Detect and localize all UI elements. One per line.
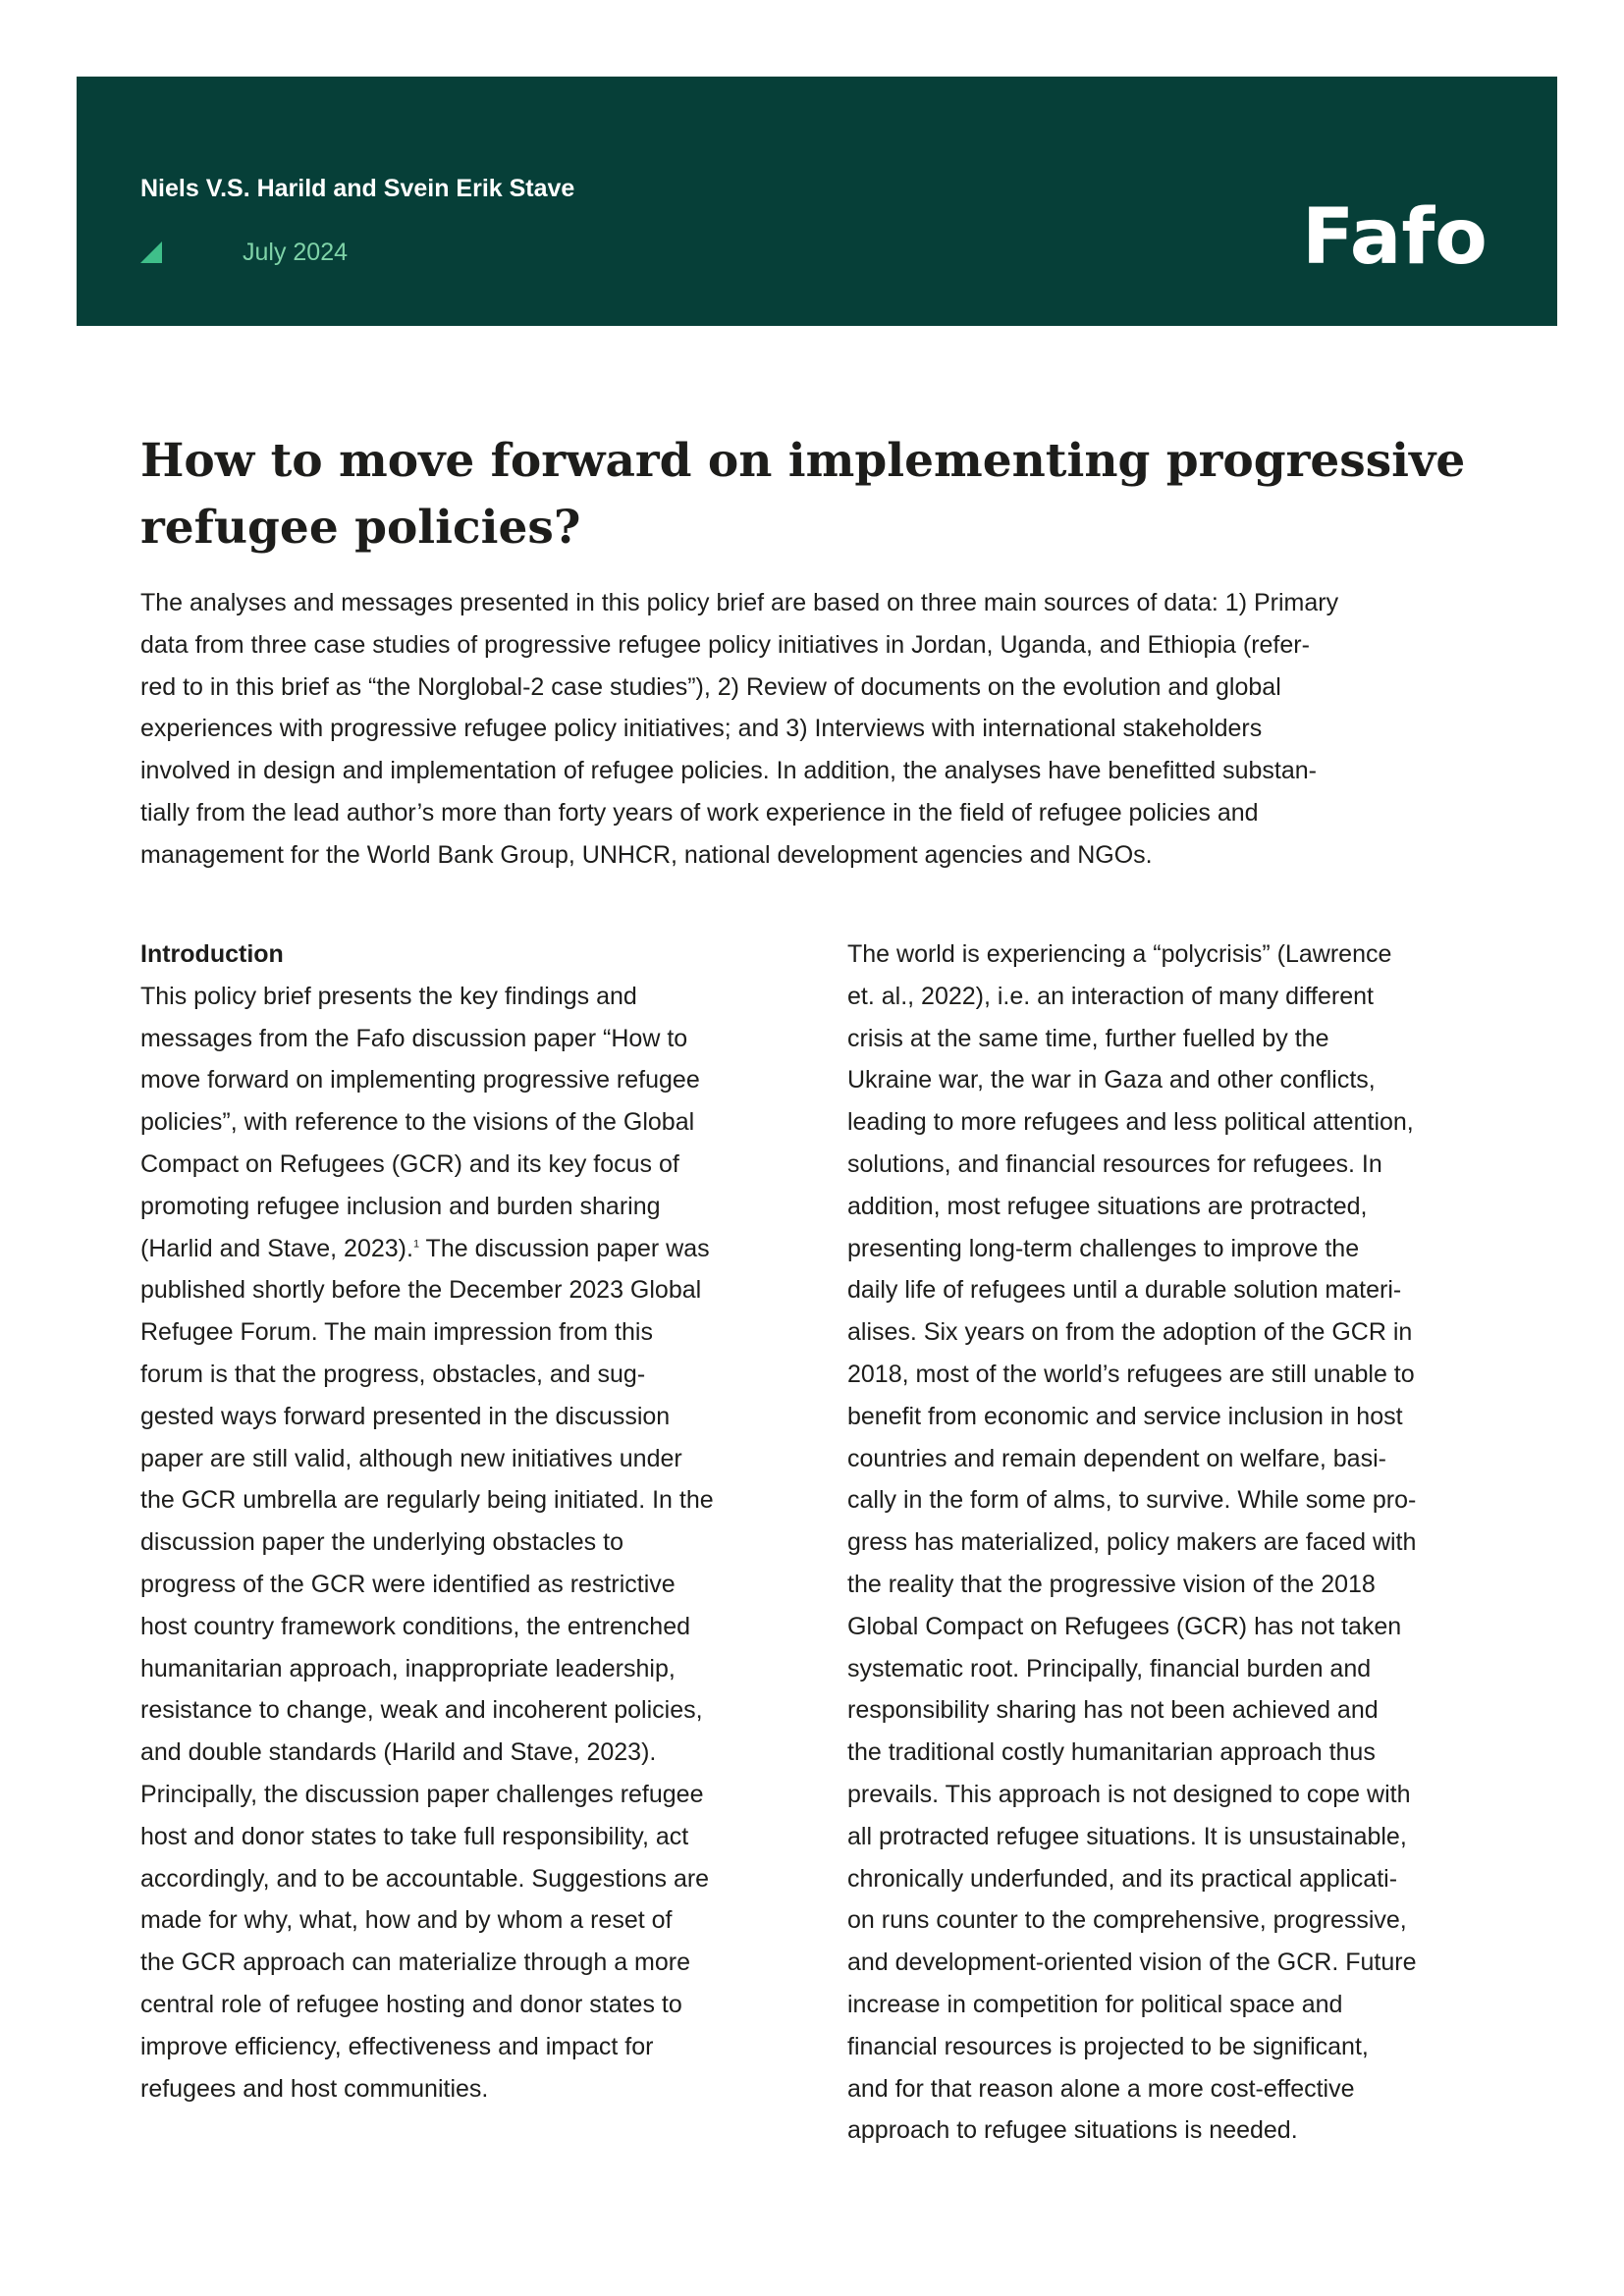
text-line: alises. Six years on from the adoption of the GCR in: [847, 1318, 1413, 1347]
footnote-mark[interactable]: 1: [412, 1238, 420, 1251]
text-line: all protracted refugee situations. It is unsustainable,: [847, 1822, 1407, 1850]
text-line: made for why, what, how and by whom a reset of: [140, 1906, 673, 1935]
text-line: red to in this brief as “the Norglobal-2 case studies”), 2) Review of documents on the evolution and global: [140, 672, 1281, 701]
text-line: Principally, the discussion paper challenges refugee: [140, 1780, 704, 1808]
right-column: [847, 934, 1515, 2152]
text-line: the GCR umbrella are regularly being initiated. In the: [140, 1486, 714, 1515]
text-line: addition, most refugee situations are protracted,: [847, 1192, 1368, 1220]
text-line: presenting long-term challenges to improve the: [847, 1234, 1360, 1262]
text-line: Refugee Forum. The main impression from this: [140, 1318, 653, 1347]
text-line: the traditional costly humanitarian approach thus: [847, 1738, 1376, 1767]
text-line: resistance to change, weak and incoherent policies,: [140, 1696, 703, 1725]
text-line: approach to refugee situations is needed.: [847, 2116, 1298, 2145]
text-line: gress has materialized, policy makers are faced with: [847, 1528, 1417, 1557]
document-header: [77, 77, 1557, 326]
text-line: policies”, with reference to the visions of the Global: [140, 1108, 695, 1137]
text-line: involved in design and implementation of refugee policies. In addition, the analyses have benefitted substan-: [140, 757, 1317, 785]
text-line: on runs counter to the comprehensive, progressive,: [847, 1906, 1407, 1935]
text-line: prevails. This approach is not designed to cope with: [847, 1780, 1411, 1808]
text-line: and double standards (Harild and Stave, 2023).: [140, 1738, 657, 1767]
text-line: published shortly before the December 2023 Global: [140, 1276, 702, 1305]
text-line: host country framework conditions, the entrenched: [140, 1612, 691, 1640]
text-line: improve efficiency, effectiveness and impact for: [140, 2032, 654, 2060]
text-line: responsibility sharing has not been achieved and: [847, 1696, 1379, 1725]
text-fragment: (Harlid and Stave, 2023).: [140, 1234, 413, 1262]
text-line: paper are still valid, although new initiatives under: [140, 1444, 682, 1472]
text-line: [140, 1228, 808, 1270]
text-line: leading to more refugees and less political attention,: [847, 1108, 1414, 1137]
title-line: How to move forward on implementing progressive: [140, 434, 1466, 488]
text-line: humanitarian approach, inappropriate leadership,: [140, 1654, 676, 1682]
text-line: The analyses and messages presented in this policy brief are based on three main sources of data: 1) Primary: [140, 589, 1339, 616]
section-heading: Introduction: [140, 940, 284, 968]
text-line: central role of refugee hosting and donor states to: [140, 1990, 682, 2018]
text-line: gested ways forward presented in the discussion: [140, 1402, 671, 1430]
text-line: accordingly, and to be accountable. Suggestions are: [140, 1864, 710, 1893]
text-line: discussion paper the underlying obstacles to: [140, 1528, 623, 1557]
text-line: data from three case studies of progressive refugee policy initiatives in Jordan, Uganda, and Ethiopia (refer-: [140, 630, 1310, 659]
text-line: forum is that the progress, obstacles, and sug-: [140, 1360, 646, 1388]
triangle-marker-icon: [140, 241, 162, 263]
text-line: countries and remain dependent on welfare, basi-: [847, 1444, 1386, 1472]
left-column: [140, 934, 808, 2109]
publication-date: July 2024: [243, 239, 349, 266]
text-line: 2018, most of the world’s refugees are still unable to: [847, 1360, 1415, 1388]
text-line: management for the World Bank Group, UNHCR, national development agencies and NGOs.: [140, 840, 1153, 869]
text-line: move forward on implementing progressive refugee: [140, 1066, 700, 1095]
text-line: messages from the Fafo discussion paper “How to: [140, 1024, 688, 1052]
text-line: tially from the lead author’s more than forty years of work experience in the field of refugee policies and: [140, 798, 1259, 827]
text-line: experiences with progressive refugee policy initiatives; and 3) Interviews with international stakeholders: [140, 715, 1263, 743]
text-line: et. al., 2022), i.e. an interaction of many different: [847, 982, 1374, 1010]
text-line: cally in the form of alms, to survive. While some pro-: [847, 1486, 1417, 1515]
text-line: Compact on Refugees (GCR) and its key focus of: [140, 1149, 679, 1178]
text-line: chronically underfunded, and its practical applicati-: [847, 1864, 1398, 1893]
text-line: host and donor states to take full responsibility, act: [140, 1822, 689, 1850]
text-line: increase in competition for political space and: [847, 1990, 1343, 2018]
text-line: the GCR approach can materialize through a more: [140, 1949, 691, 1977]
text-line: This policy brief presents the key findings and: [140, 982, 637, 1010]
logo-text: Fafo: [1302, 193, 1488, 281]
text-line: financial resources is projected to be significant,: [847, 2032, 1369, 2060]
text-line: Ukraine war, the war in Gaza and other conflicts,: [847, 1066, 1376, 1095]
intro-paragraph: [140, 582, 1495, 877]
page-title: [140, 428, 1515, 561]
authors: Niels V.S. Harild and Svein Erik Stave: [140, 175, 575, 202]
text-line: crisis at the same time, further fuelled by the: [847, 1024, 1329, 1052]
text-line: solutions, and financial resources for refugees. In: [847, 1149, 1382, 1178]
text-line: daily life of refugees until a durable solution materi-: [847, 1276, 1402, 1305]
text-line: benefit from economic and service inclusion in host: [847, 1402, 1403, 1430]
text-line: systematic root. Principally, financial burden and: [847, 1654, 1372, 1682]
text-line: and development-oriented vision of the GCR. Future: [847, 1949, 1417, 1977]
text-line: Global Compact on Refugees (GCR) has not taken: [847, 1612, 1402, 1640]
title-line: refugee policies?: [140, 501, 581, 555]
text-line: and for that reason alone a more cost-effective: [847, 2074, 1355, 2103]
fafo-logo: [1302, 183, 1508, 281]
text-fragment: The discussion paper was: [419, 1234, 710, 1262]
text-line: The world is experiencing a “polycrisis” (Lawrence: [847, 940, 1392, 968]
text-line: the reality that the progressive vision of the 2018: [847, 1570, 1376, 1598]
text-line: promoting refugee inclusion and burden sharing: [140, 1192, 661, 1220]
text-line: refugees and host communities.: [140, 2074, 489, 2103]
text-line: progress of the GCR were identified as restrictive: [140, 1570, 676, 1598]
